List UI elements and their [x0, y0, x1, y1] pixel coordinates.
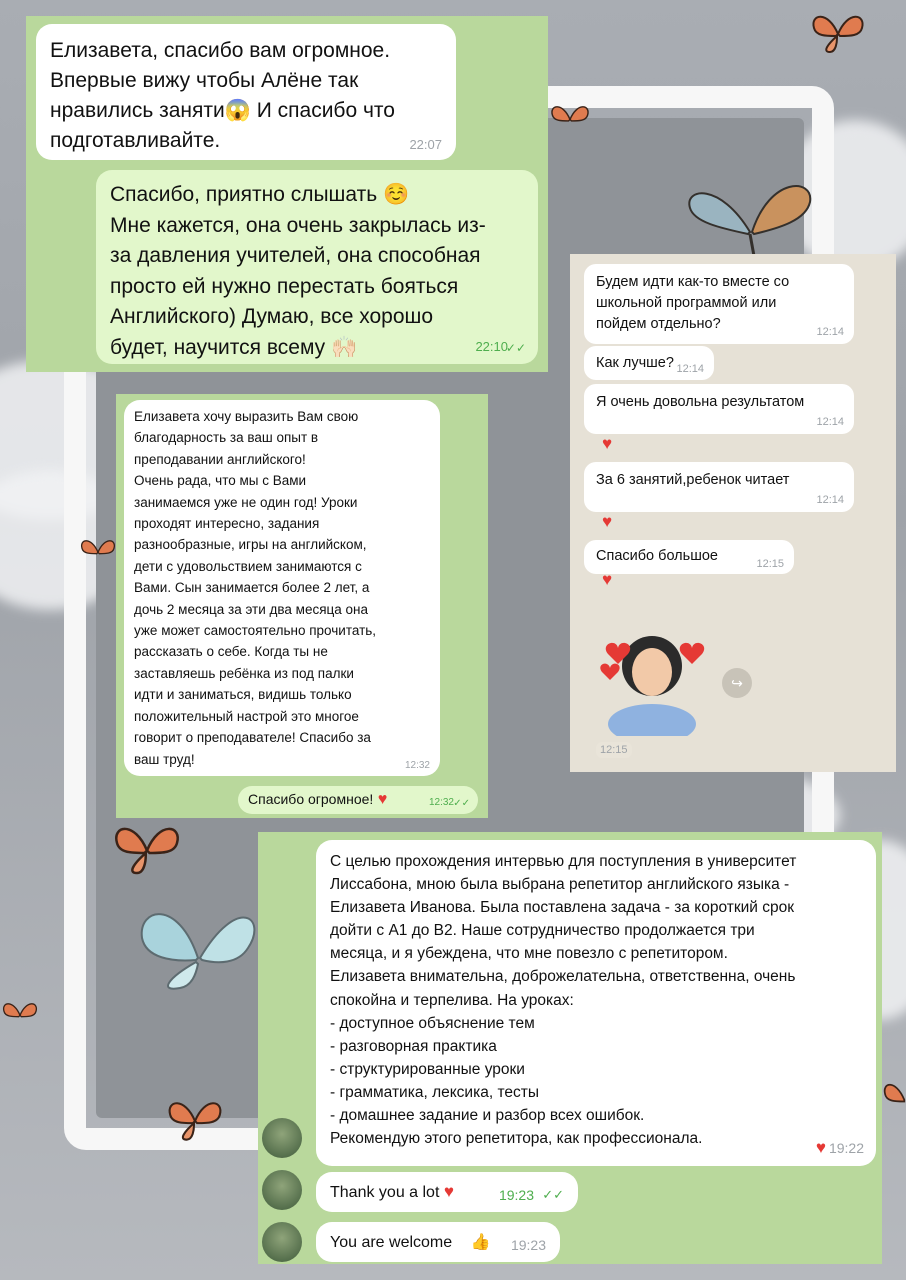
butterfly-icon	[808, 8, 868, 56]
double-check-icon: ✓✓	[542, 1187, 564, 1202]
butterfly-icon	[0, 988, 40, 1040]
chat-screenshot-1	[26, 16, 548, 372]
avatar	[262, 1222, 302, 1262]
butterfly-icon	[680, 172, 820, 258]
message-text: You are welcome	[330, 1234, 453, 1251]
outgoing-message	[96, 170, 538, 364]
message-text: Елизавета хочу выразить Вам свою благодарность за ваш опыт в преподавании английского! Очень рада, что мы с Вами занимаемся уже не один год! Уроки проходят интересно, задания разнообразные, игры на английском, дети с удовольствием занимаются с Вами. Сын занимается более 2 лет, а дочь 2 месяца за эти два месяца она уже может самостоятельно прочитать, рассказать о себе. Когда ты не заставляешь ребёнка из под палки идти и заниматься, видишь только положительный настрой это многое говорит о преподавателе! Спасибо за ваш труд!	[134, 409, 377, 767]
message-text: Как лучше?	[596, 355, 674, 371]
incoming-message	[584, 540, 794, 574]
chat-screenshot-4	[258, 832, 882, 1264]
heart-icon: ♥	[443, 1182, 454, 1201]
incoming-message	[124, 400, 440, 776]
message-time: 19:22	[828, 1140, 864, 1156]
message-text: Спасибо огромное!	[248, 791, 374, 807]
heart-reaction-icon: ♥	[602, 570, 613, 589]
message-time: 12:14	[816, 326, 844, 338]
incoming-message	[316, 840, 876, 1166]
heart-icon: ♥	[377, 791, 388, 808]
message-text: Thank you a lot	[330, 1184, 440, 1201]
thumbs-up-icon: 👍	[470, 1234, 491, 1251]
avatar-sticker	[592, 624, 712, 736]
message-text: Спасибо, приятно слышать ☺️ Мне кажется, она очень закрылась из- за давления учителей, она способная просто ей нужно перестать бояться Английского) Думаю, все хорошо будет, научится всему 🙌🏻	[110, 183, 486, 359]
message-time: 12:15	[756, 558, 784, 570]
message-time: 19:23	[510, 1237, 546, 1253]
incoming-message	[584, 346, 714, 380]
butterfly-icon	[128, 888, 268, 998]
avatar	[262, 1118, 302, 1158]
forward-icon[interactable]: ↪	[722, 668, 752, 698]
message-text: Елизавета, спасибо вам огромное. Впервые вижу чтобы Алёне так нравились заняти😱 И спасибо что подготавливайте.	[50, 39, 395, 152]
chat-screenshot-2	[116, 394, 488, 818]
double-check-icon: ✓✓	[505, 341, 526, 355]
incoming-message	[316, 1222, 560, 1262]
heart-icon: ♥	[815, 1138, 826, 1157]
incoming-message	[316, 1172, 578, 1212]
message-time: 12:14	[816, 494, 844, 506]
outgoing-message	[238, 786, 478, 814]
butterfly-icon	[880, 1070, 906, 1126]
butterfly-icon	[548, 96, 592, 140]
message-time: 12:32	[404, 760, 430, 771]
message-time: 22:07	[409, 137, 442, 152]
message-time: 12:14	[676, 363, 704, 375]
message-time: 19:23	[498, 1187, 534, 1203]
heart-reaction-icon: ♥	[602, 434, 613, 453]
avatar	[262, 1170, 302, 1210]
incoming-message	[36, 24, 456, 160]
butterfly-icon	[164, 1092, 226, 1146]
chat-screenshot-3	[570, 254, 896, 772]
message-text: Спасибо большое	[596, 548, 718, 564]
message-time: 12:14	[816, 416, 844, 428]
double-check-icon: ✓✓	[453, 798, 470, 809]
message-text: За 6 занятий,ребенок читает	[596, 472, 790, 488]
incoming-message	[584, 384, 854, 434]
heart-reaction-icon: ♥	[602, 512, 613, 531]
message-text: Я очень довольна результатом	[596, 394, 805, 410]
message-text: С целью прохождения интервью для поступления в университет Лиссабона, мною была выбрана репетитор английского языка - Елизавета Иванова. Была поставлена задача - за короткий срок дойти с А1 до В2. Наше сотрудничество продолжается три месяца, и я убеждена, что мне повезло с репетитором. Елизавета внимательна, доброжелательна, ответственна, очень спокойна и терпелива. На уроках: - доступное объяснение тем - разговорная практика - структурированные уроки - грамматика, лексика, тесты - домашнее задание и разбор всех ошибок. Рекомендую этого репетитора, как профессионала.	[330, 853, 797, 1148]
butterfly-icon	[104, 818, 190, 878]
sticker-time: 12:15	[596, 742, 632, 758]
message-time: 22:10	[475, 339, 508, 354]
incoming-message	[584, 462, 854, 512]
message-time: 12:32	[428, 797, 454, 808]
incoming-message	[584, 264, 854, 344]
butterfly-icon	[78, 526, 118, 576]
message-text: Будем идти как-то вместе со школьной программой или пойдем отдельно?	[596, 274, 790, 332]
